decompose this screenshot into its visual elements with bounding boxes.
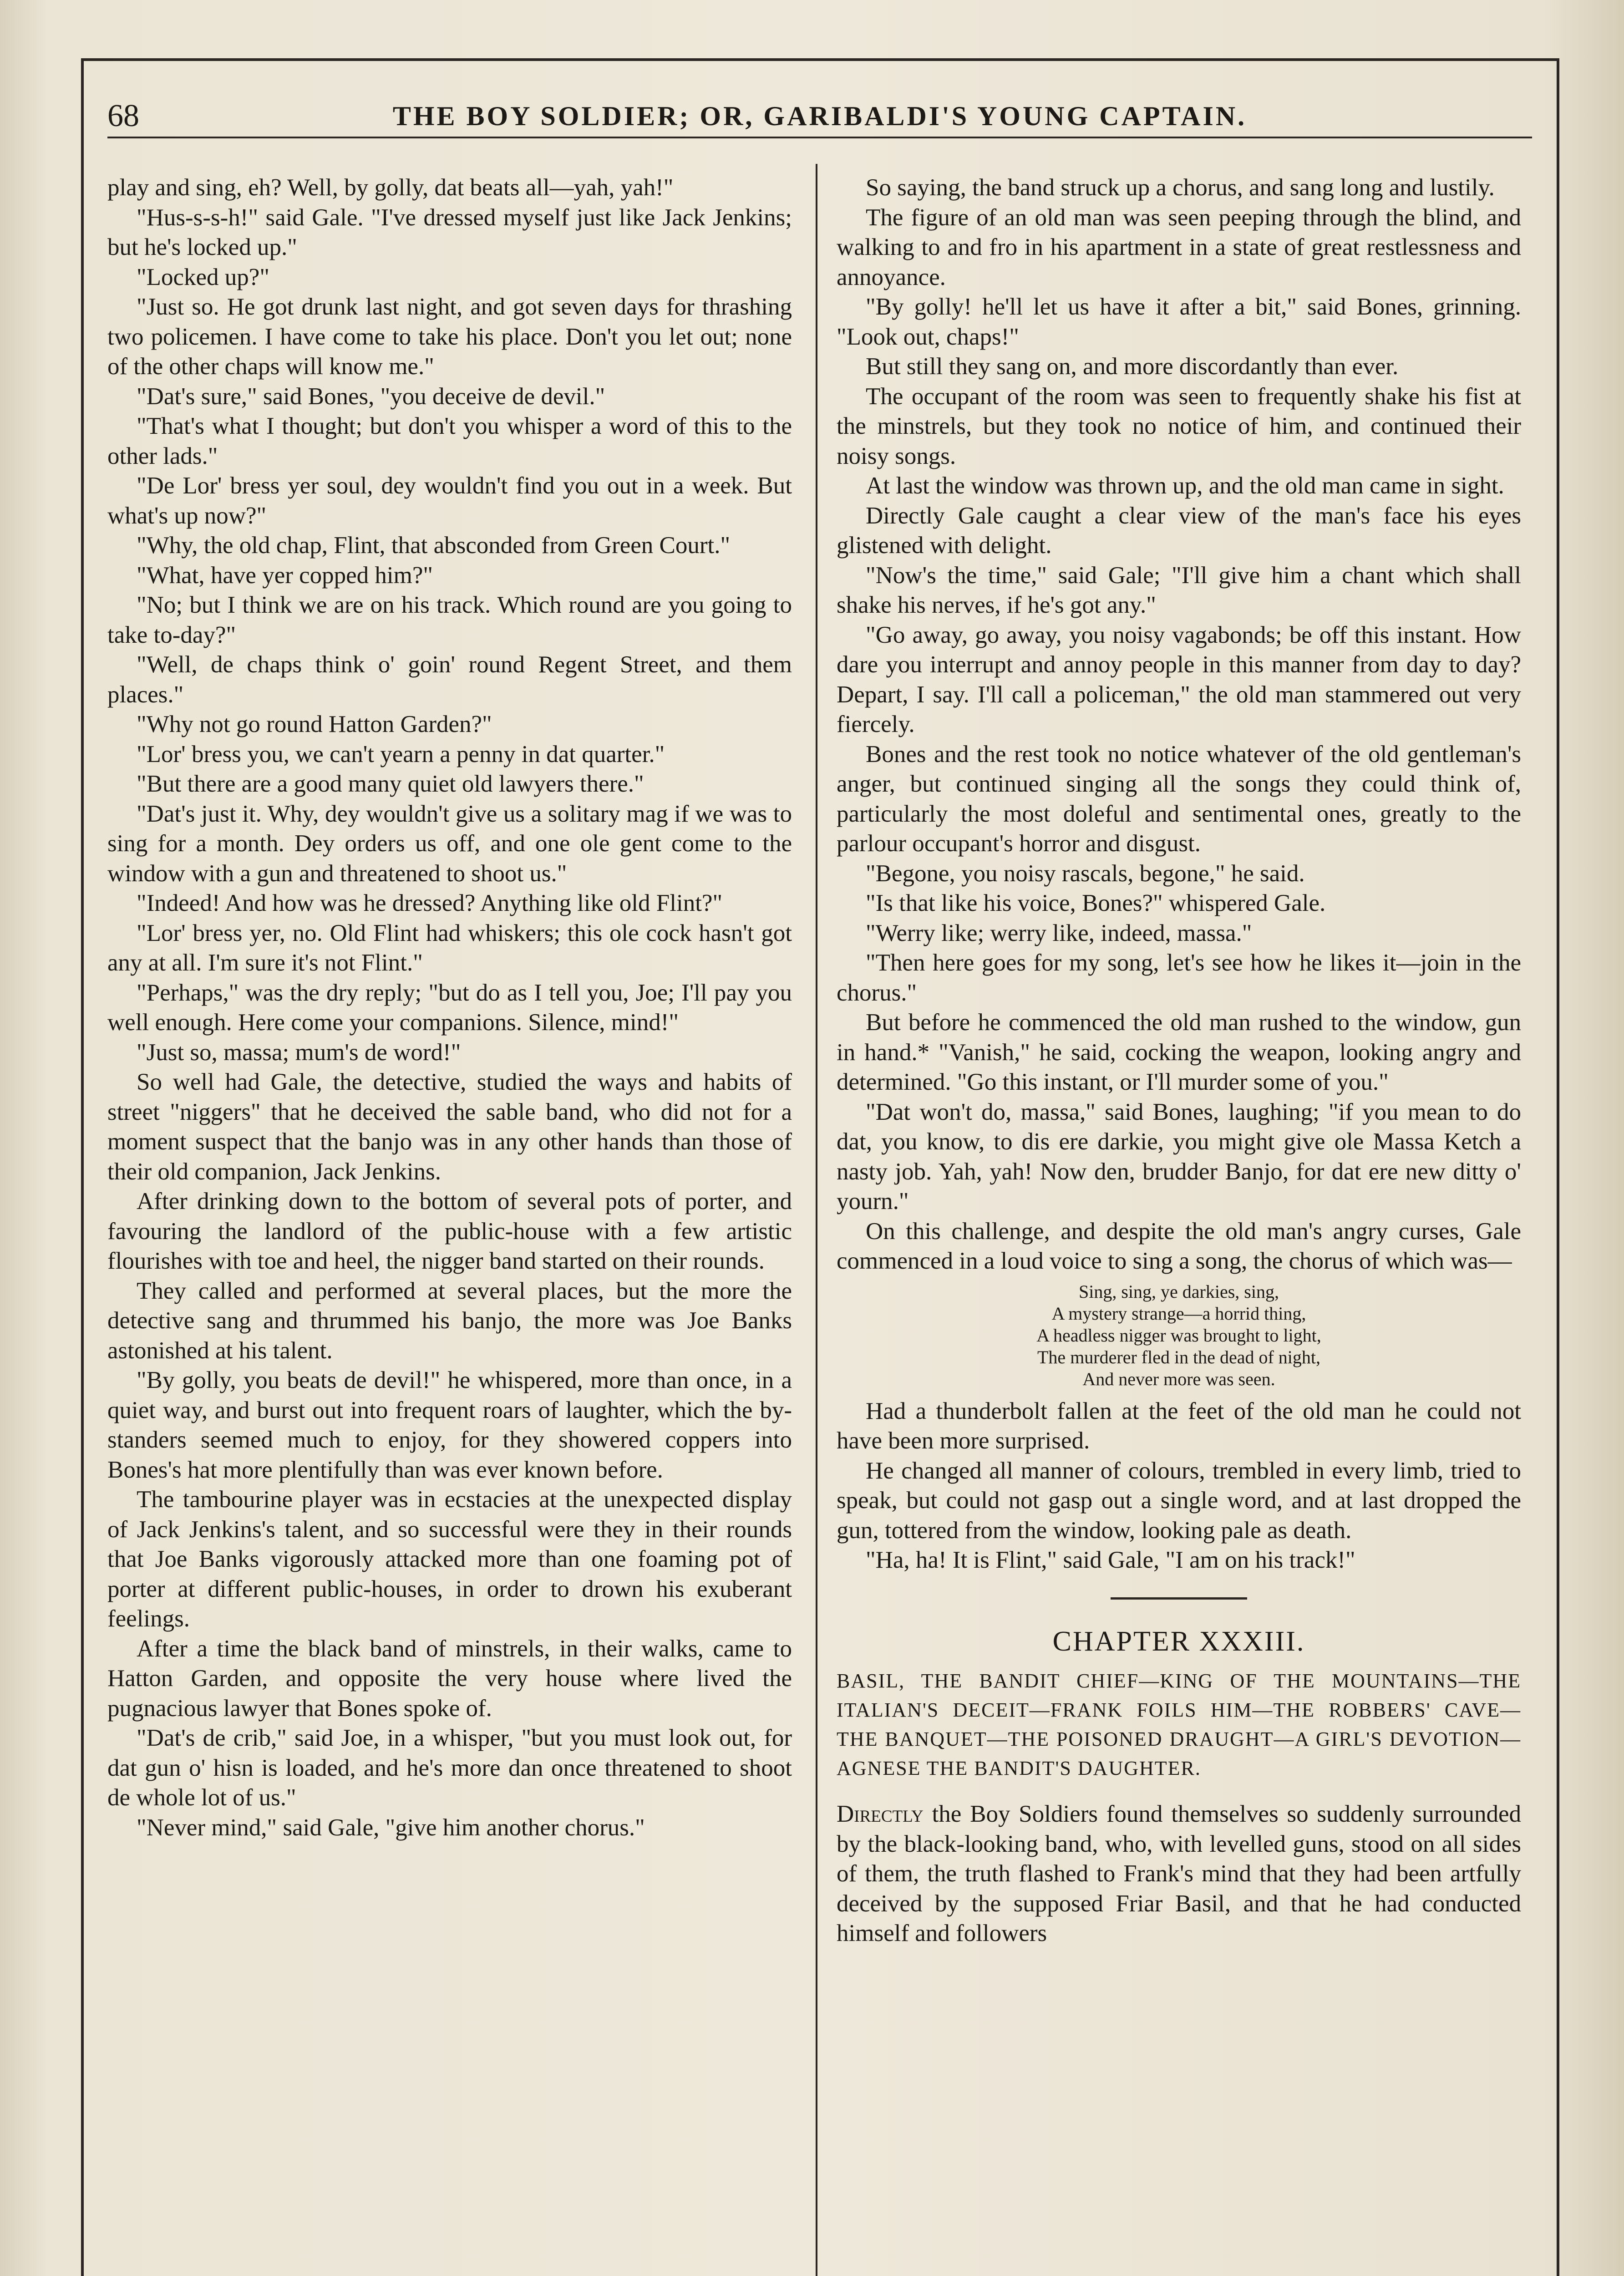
paragraph: So saying, the band struck up a chorus, and sang long and lustily. <box>866 174 1495 201</box>
paragraph: The tambourine player was in ecstacies at the unexpected display of Jack Jenkins's talent, and so successful were they in their rounds that Joe Banks vigorously attacked more than one foaming pot of porter at different public-houses, in order to drown his exuberant feelings. <box>107 1486 792 1632</box>
paragraph: On this challenge, and despite the old man's angry curses, Gale commenced in a loud voice to sing a song, the chorus of which was— <box>837 1218 1521 1274</box>
paragraph: "Just so. He got drunk last night, and got seven days for thrashing two policemen. I have come to take his place. Don't you let out; none of the other chaps will know me." <box>107 294 792 380</box>
paragraph: At last the window was thrown up, and the old man came in sight. <box>866 472 1504 499</box>
paragraph: After a time the black band of minstrels, in their walks, came to Hatton Garden, and opposite the very house where lived the pugnacious lawyer that Bones spoke of. <box>107 1635 792 1722</box>
left-column <box>107 173 792 1843</box>
paragraph: "Now's the time," said Gale; "I'll give him a chant which shall shake his nerves, if he's got any." <box>837 562 1521 618</box>
paragraph: "Locked up?" <box>137 264 269 290</box>
running-title: THE BOY SOLDIER; OR, GARIBALDI'S YOUNG CAPTAIN. <box>392 101 1247 131</box>
paragraph: "Is that like his voice, Bones?" whispered Gale. <box>866 890 1326 916</box>
verse-line: A headless nigger was brought to light, <box>1036 1325 1321 1346</box>
paragraph: "Dat's just it. Why, dey wouldn't give us a solitary mag if we was to sing for a month. Dey orders us off, and one ole gent come to the window with a gun and threatened to shoot us." <box>107 800 792 887</box>
paragraph: "Then here goes for my song, let's see how he likes it—join in the chorus." <box>837 950 1521 1006</box>
chapter-opening-paragraph <box>837 1799 1521 1949</box>
paragraph: "Dat's sure," said Bones, "you deceive de devil." <box>137 383 605 410</box>
paragraph: "By golly, you beats de devil!" he whispered, more than once, in a quiet way, and burst out into frequent roars of laughter, which the by-standers seemed much to enjoy, for they showered coppers into Bones's hat more plentifully than was ever known before. <box>107 1367 792 1483</box>
paragraph: "That's what I thought; but don't you whisper a word of this to the other lads." <box>107 413 792 469</box>
paragraph: He changed all manner of colours, trembled in every limb, tried to speak, but could not gasp out a single word, and at last dropped the gun, tottered from the window, looking pale as death. <box>837 1457 1521 1544</box>
section-divider <box>1111 1597 1247 1600</box>
paragraph: "Werry like; werry like, indeed, massa." <box>866 920 1252 946</box>
paragraph: Bones and the rest took no notice whatever of the old gentleman's anger, but continued singing all the songs they could think of, particularly the most doleful and sentimental ones, greatly to the parlour occupant's horror and disgust. <box>837 741 1521 857</box>
paragraph: "Hus-s-s-h!" said Gale. "I've dressed myself just like Jack Jenkins; but he's locked up." <box>107 204 792 260</box>
opening-text: the Boy Soldiers found themselves so suddenly surrounded by the black-looking band, who, with levelled guns, stood on all sides of them, the truth flashed to Frank's mind that they had been artfully deceived by the supposed Friar Basil, and that he had conducted himself and followers <box>837 1801 1521 1946</box>
paragraph: "Go away, go away, you noisy vagabonds; be off this instant. How dare you interrupt and annoy people in this manner from day to day? Depart, I say. I'll call a policeman," the old man stammered out very fiercely. <box>837 621 1521 737</box>
paragraph: "Dat won't do, massa," said Bones, laughing; "if you mean to do dat, you know, to dis ere darkie, you might give ole Massa Ketch a nasty job. Yah, yah! Now den, brudder Banjo, for dat ere new ditty o' yourn." <box>837 1098 1521 1214</box>
song-verse <box>837 1281 1521 1390</box>
paragraph: "But there are a good many quiet old lawyers there." <box>137 771 644 797</box>
paragraph: "Why not go round Hatton Garden?" <box>137 711 492 737</box>
lead-word: Directly <box>837 1801 924 1827</box>
right-column <box>837 173 1521 1949</box>
verse-line: A mystery strange—a horrid thing, <box>1051 1303 1306 1324</box>
paragraph: "De Lor' bress yer soul, dey wouldn't find you out in a week. But what's up now?" <box>107 472 792 529</box>
paragraph: "Indeed! And how was he dressed? Anything like old Flint?" <box>137 890 723 916</box>
paragraph: So well had Gale, the detective, studied the ways and habits of street "niggers" that he deceived the sable band, who did not for a moment suspect that the banjo was in any other hands than those of their old companion, Jack Jenkins. <box>107 1069 792 1185</box>
verse-line: The murderer fled in the dead of night, <box>1037 1346 1320 1367</box>
chapter-summary: BASIL, THE BANDIT CHIEF—KING OF THE MOUNTAINS—THE ITALIAN'S DECEIT—FRANK FOILS HIM—THE ROBBERS' CAVE—THE BANQUET—THE POISONED DRAUGHT—A GIRL'S DEVOTION—AGNESE THE BANDIT'S DAUGHTER. <box>837 1670 1521 1779</box>
paragraph: They called and performed at several places, but the more the detective sang and thrummed his banjo, the more was Joe Banks astonished at his talent. <box>107 1277 792 1364</box>
paragraph: play and sing, eh? Well, by golly, dat beats all—yah, yah!" <box>107 174 674 201</box>
paragraph: "Why, the old chap, Flint, that absconded from Green Court." <box>137 532 731 559</box>
paragraph: Directly Gale caught a clear view of the man's face his eyes glistened with delight. <box>837 502 1521 559</box>
paragraph: After drinking down to the bottom of several pots of porter, and favouring the landlord of the public-house with a few artistic flourishes with toe and heel, the nigger band started on their rounds. <box>107 1188 792 1274</box>
paragraph: "Just so, massa; mum's de word!" <box>137 1039 461 1066</box>
paragraph: "Begone, you noisy rascals, begone," he said. <box>866 860 1305 887</box>
paragraph: "Lor' bress yer, no. Old Flint had whiskers; this ole cock hasn't got any at all. I'm sure it's not Flint." <box>107 920 792 976</box>
paragraph: "No; but I think we are on his track. Which round are you going to take to-day?" <box>107 592 792 648</box>
paragraph: The occupant of the room was seen to frequently shake his fist at the minstrels, but they took no notice of him, and continued their noisy songs. <box>837 383 1521 469</box>
paragraph: Had a thunderbolt fallen at the feet of the old man he could not have been more surprised. <box>837 1397 1521 1454</box>
paragraph: "Dat's de crib," said Joe, in a whisper, "but you must look out, for dat gun o' hisn is loaded, and he's more dan once threatened to shoot de whole lot of us." <box>107 1725 792 1811</box>
paragraph: But before he commenced the old man rushed to the window, gun in hand.* "Vanish," he said, cocking the weapon, looking angry and determined. "Go this instant, or I'll murder some of you." <box>837 1009 1521 1095</box>
page-header <box>107 96 1532 138</box>
paragraph: "Perhaps," was the dry reply; "but do as I tell you, Joe; I'll pay you well enough. Here come your companions. Silence, mind!" <box>107 979 792 1036</box>
column-divider <box>816 164 817 2276</box>
page-number: 68 <box>107 98 139 133</box>
chapter-title: CHAPTER XXXIII. <box>1052 1626 1305 1657</box>
paragraph: The figure of an old man was seen peeping through the blind, and walking to and fro in his apartment in a state of great restlessness and annoyance. <box>837 204 1521 290</box>
paragraph: "Never mind," said Gale, "give him another chorus." <box>137 1814 645 1841</box>
verse-line: And never more was seen. <box>1082 1368 1275 1389</box>
paragraph: But still they sang on, and more discordantly than ever. <box>866 353 1399 380</box>
paragraph: "By golly! he'll let us have it after a bit," said Bones, grinning. "Look out, chaps!" <box>837 294 1521 350</box>
paragraph: "Lor' bress you, we can't yearn a penny in dat quarter." <box>137 741 665 767</box>
paragraph: "Ha, ha! It is Flint," said Gale, "I am on his track!" <box>866 1547 1355 1573</box>
paragraph: "Well, de chaps think o' goin' round Regent Street, and them places." <box>107 651 792 708</box>
verse-line: Sing, sing, ye darkies, sing, <box>1079 1281 1279 1302</box>
paragraph: "What, have yer copped him?" <box>137 562 433 589</box>
